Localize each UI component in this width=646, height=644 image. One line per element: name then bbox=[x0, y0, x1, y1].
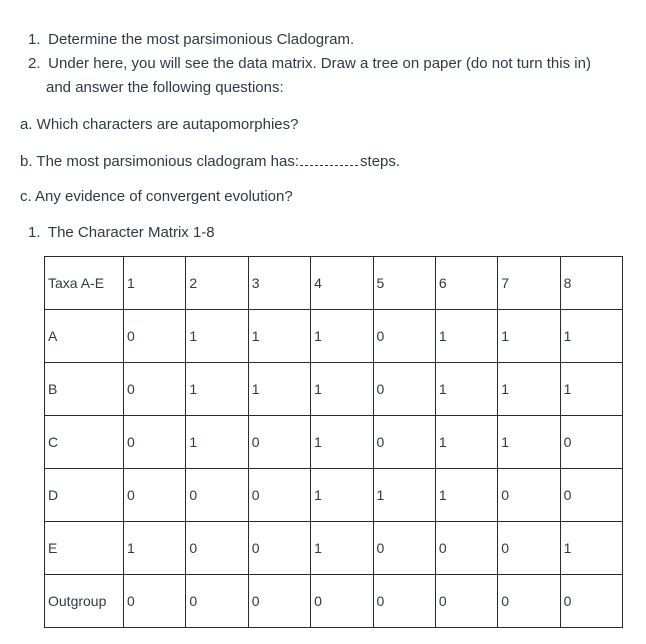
cell: 1 bbox=[311, 416, 373, 469]
cell: 1 bbox=[248, 310, 310, 363]
cell: 1 bbox=[248, 363, 310, 416]
cell: 1 bbox=[560, 310, 622, 363]
instruction-2-number: 2. bbox=[28, 55, 41, 72]
cell: 0 bbox=[186, 522, 248, 575]
cell: 1 bbox=[560, 522, 622, 575]
cell: 1 bbox=[311, 310, 373, 363]
instruction-2-text: Under here, you will see the data matrix. Draw a tree on paper (do not turn this in) bbox=[48, 55, 591, 72]
cell: 0 bbox=[373, 310, 435, 363]
cell: 0 bbox=[498, 469, 560, 522]
cell: 0 bbox=[124, 310, 186, 363]
cell: 0 bbox=[124, 363, 186, 416]
cell: 0 bbox=[186, 575, 248, 628]
matrix-heading bbox=[28, 223, 215, 243]
cell: 1 bbox=[311, 522, 373, 575]
cell: 1 bbox=[435, 363, 497, 416]
cell: 0 bbox=[560, 416, 622, 469]
taxon-name: A bbox=[45, 310, 124, 363]
taxon-name: E bbox=[45, 522, 124, 575]
header-character-3: 3 bbox=[248, 257, 310, 310]
cell: 1 bbox=[435, 469, 497, 522]
cell: 0 bbox=[186, 469, 248, 522]
header-character-8: 8 bbox=[560, 257, 622, 310]
cell: 0 bbox=[560, 575, 622, 628]
question-b-prefix: b. The most parsimonious cladogram has: bbox=[20, 153, 300, 170]
cell: 0 bbox=[248, 575, 310, 628]
header-character-6: 6 bbox=[435, 257, 497, 310]
character-matrix-table bbox=[44, 256, 623, 628]
cell: 1 bbox=[498, 416, 560, 469]
cell: 1 bbox=[373, 469, 435, 522]
taxon-name: C bbox=[45, 416, 124, 469]
header-character-7: 7 bbox=[498, 257, 560, 310]
cell: 0 bbox=[373, 575, 435, 628]
table-row bbox=[45, 416, 623, 469]
question-c: c. Any evidence of convergent evolution? bbox=[20, 188, 293, 205]
cell: 1 bbox=[435, 310, 497, 363]
table-row bbox=[45, 363, 623, 416]
header-taxa: Taxa A-E bbox=[45, 257, 124, 310]
instruction-2-continued: and answer the following questions: bbox=[46, 79, 284, 96]
cell: 0 bbox=[124, 416, 186, 469]
cell: 0 bbox=[435, 522, 497, 575]
matrix-heading-text: The Character Matrix 1-8 bbox=[47, 224, 215, 241]
question-a: a. Which characters are autapomorphies? bbox=[20, 116, 299, 133]
cell: 0 bbox=[311, 575, 373, 628]
instruction-1-text: Determine the most parsimonious Cladogram. bbox=[48, 31, 355, 48]
cell: 1 bbox=[311, 363, 373, 416]
cell: 1 bbox=[560, 363, 622, 416]
table-row bbox=[45, 310, 623, 363]
cell: 1 bbox=[186, 416, 248, 469]
cell: 0 bbox=[498, 575, 560, 628]
cell: 1 bbox=[435, 416, 497, 469]
cell: 0 bbox=[373, 416, 435, 469]
cell: 0 bbox=[248, 522, 310, 575]
taxon-name: D bbox=[45, 469, 124, 522]
table-header-row bbox=[45, 257, 623, 310]
cell: 0 bbox=[248, 416, 310, 469]
cell: 0 bbox=[124, 469, 186, 522]
cell: 1 bbox=[498, 363, 560, 416]
cell: 1 bbox=[186, 363, 248, 416]
cell: 1 bbox=[498, 310, 560, 363]
instruction-2 bbox=[28, 54, 591, 74]
cell: 1 bbox=[186, 310, 248, 363]
cell: 0 bbox=[498, 522, 560, 575]
table-row bbox=[45, 469, 623, 522]
header-character-5: 5 bbox=[373, 257, 435, 310]
instruction-1 bbox=[28, 30, 354, 50]
cell: 0 bbox=[373, 363, 435, 416]
cell: 0 bbox=[560, 469, 622, 522]
header-character-4: 4 bbox=[311, 257, 373, 310]
cell: 0 bbox=[435, 575, 497, 628]
taxon-name: B bbox=[45, 363, 124, 416]
table-row bbox=[45, 522, 623, 575]
table-row bbox=[45, 575, 623, 628]
cell: 0 bbox=[373, 522, 435, 575]
cell: 1 bbox=[124, 522, 186, 575]
question-b-suffix: steps. bbox=[360, 153, 401, 170]
question-b bbox=[20, 151, 400, 172]
cell: 0 bbox=[248, 469, 310, 522]
taxon-name: Outgroup bbox=[45, 575, 124, 628]
header-character-1: 1 bbox=[124, 257, 186, 310]
instruction-1-number: 1. bbox=[28, 31, 41, 48]
answer-blank bbox=[300, 151, 358, 166]
cell: 1 bbox=[311, 469, 373, 522]
cell: 0 bbox=[124, 575, 186, 628]
matrix-heading-number: 1. bbox=[28, 224, 41, 241]
header-character-2: 2 bbox=[186, 257, 248, 310]
